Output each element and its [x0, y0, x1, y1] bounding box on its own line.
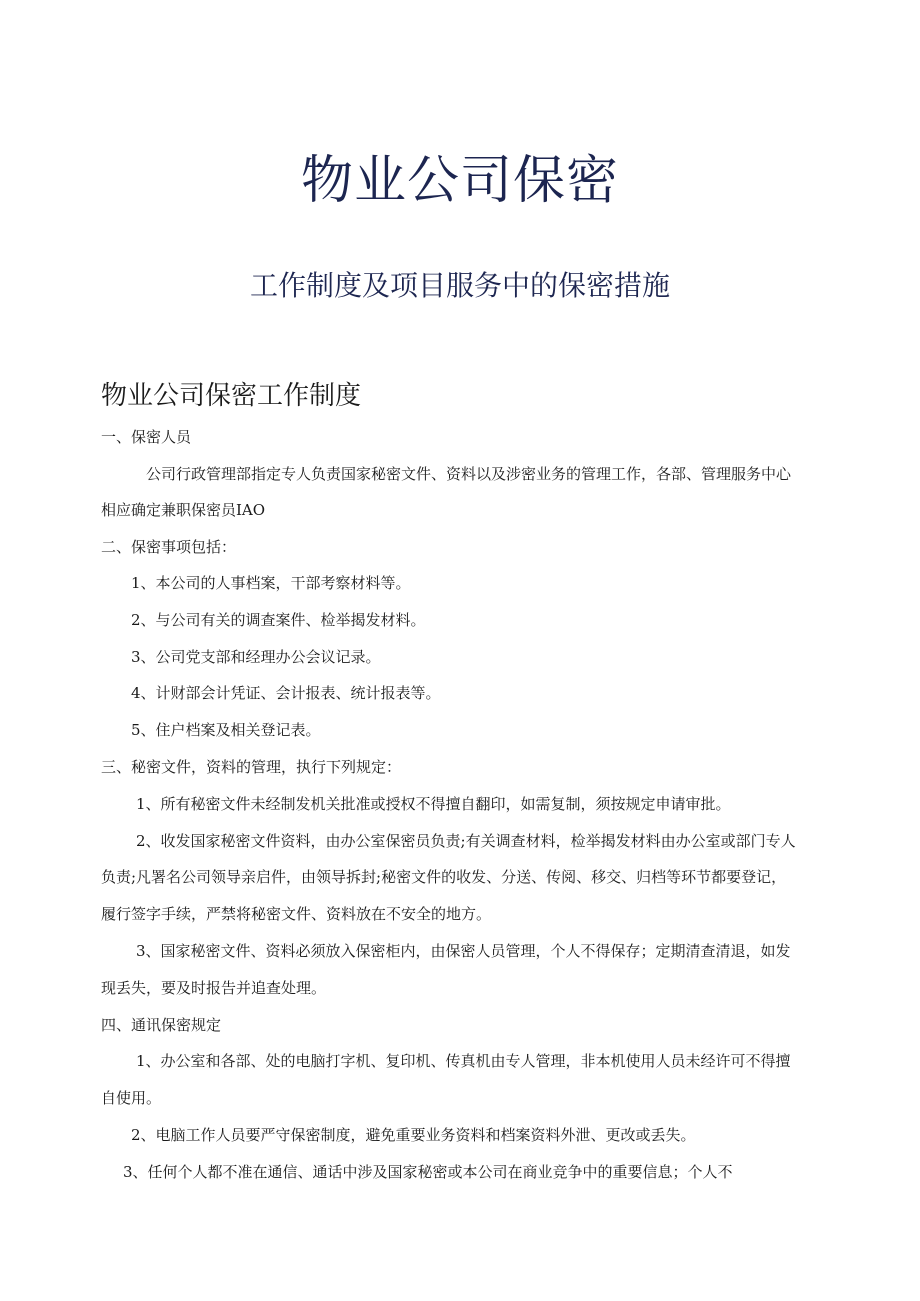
document-subtitle: 工作制度及项目服务中的保密措施 [249, 269, 670, 302]
list-item: 3、国家秘密文件、资料必须放入保密柜内，由保密人员管理，个人不得保存；定期清查清退，如发 [136, 942, 791, 960]
heading-confidential-items: 二、保密事项包括： [101, 538, 237, 556]
paragraph-line: 公司行政管理部指定专人负责国家秘密文件、资料以及涉密业务的管理工作，各部、管理服务中心 [146, 465, 792, 483]
list-item: 1、办公室和各部、处的电脑打字机、复印机、传真机由专人管理，非本机使用人员未经许可不得擅 [136, 1052, 791, 1070]
paragraph-line: 相应确定兼职保密员IAO [101, 501, 266, 519]
list-item: 4、计财部会计凭证、会计报表、统计报表等。 [131, 684, 441, 702]
paragraph-line: 现丢失，要及时报告并追查处理。 [101, 979, 327, 997]
list-item: 3、任何个人都不准在通信、通话中涉及国家秘密或本公司在商业竞争中的重要信息；个人不 [123, 1163, 733, 1181]
paragraph-line: 负责;凡署名公司领导亲启件，由领导拆封;秘密文件的收发、分送、传阅、移交、归档等环节都要登记， [101, 868, 787, 886]
heading-communication: 四、通讯保密规定 [101, 1016, 222, 1034]
list-item: 2、收发国家秘密文件资料，由办公室保密员负责;有关调查材料，检举揭发材料由办公室或部门专人 [136, 832, 796, 850]
heading-personnel: 一、保密人员 [101, 428, 192, 446]
paragraph-line: 自使用。 [101, 1089, 162, 1107]
list-item: 5、住户档案及相关登记表。 [131, 721, 321, 739]
list-item: 2、与公司有关的调查案件、检举揭发材料。 [131, 611, 426, 629]
list-item: 2、电脑工作人员要严守保密制度，避免重要业务资料和档案资料外泄、更改或丢失。 [131, 1126, 696, 1144]
list-item: 3、公司党支部和经理办公会议记录。 [131, 648, 381, 666]
heading-document-management: 三、秘密文件，资料的管理，执行下列规定： [101, 758, 402, 776]
section-heading: 物业公司保密工作制度 [101, 381, 362, 411]
list-item: 1、所有秘密文件未经制发机关批准或授权不得擅自翻印，如需复制，须按规定申请审批。 [136, 795, 731, 813]
document-title: 物业公司保密 [300, 151, 619, 211]
paragraph-line: 履行签字手续，严禁将秘密文件、资料放在不安全的地方。 [101, 905, 492, 923]
list-item: 1、本公司的人事档案，干部考察材料等。 [131, 574, 411, 592]
